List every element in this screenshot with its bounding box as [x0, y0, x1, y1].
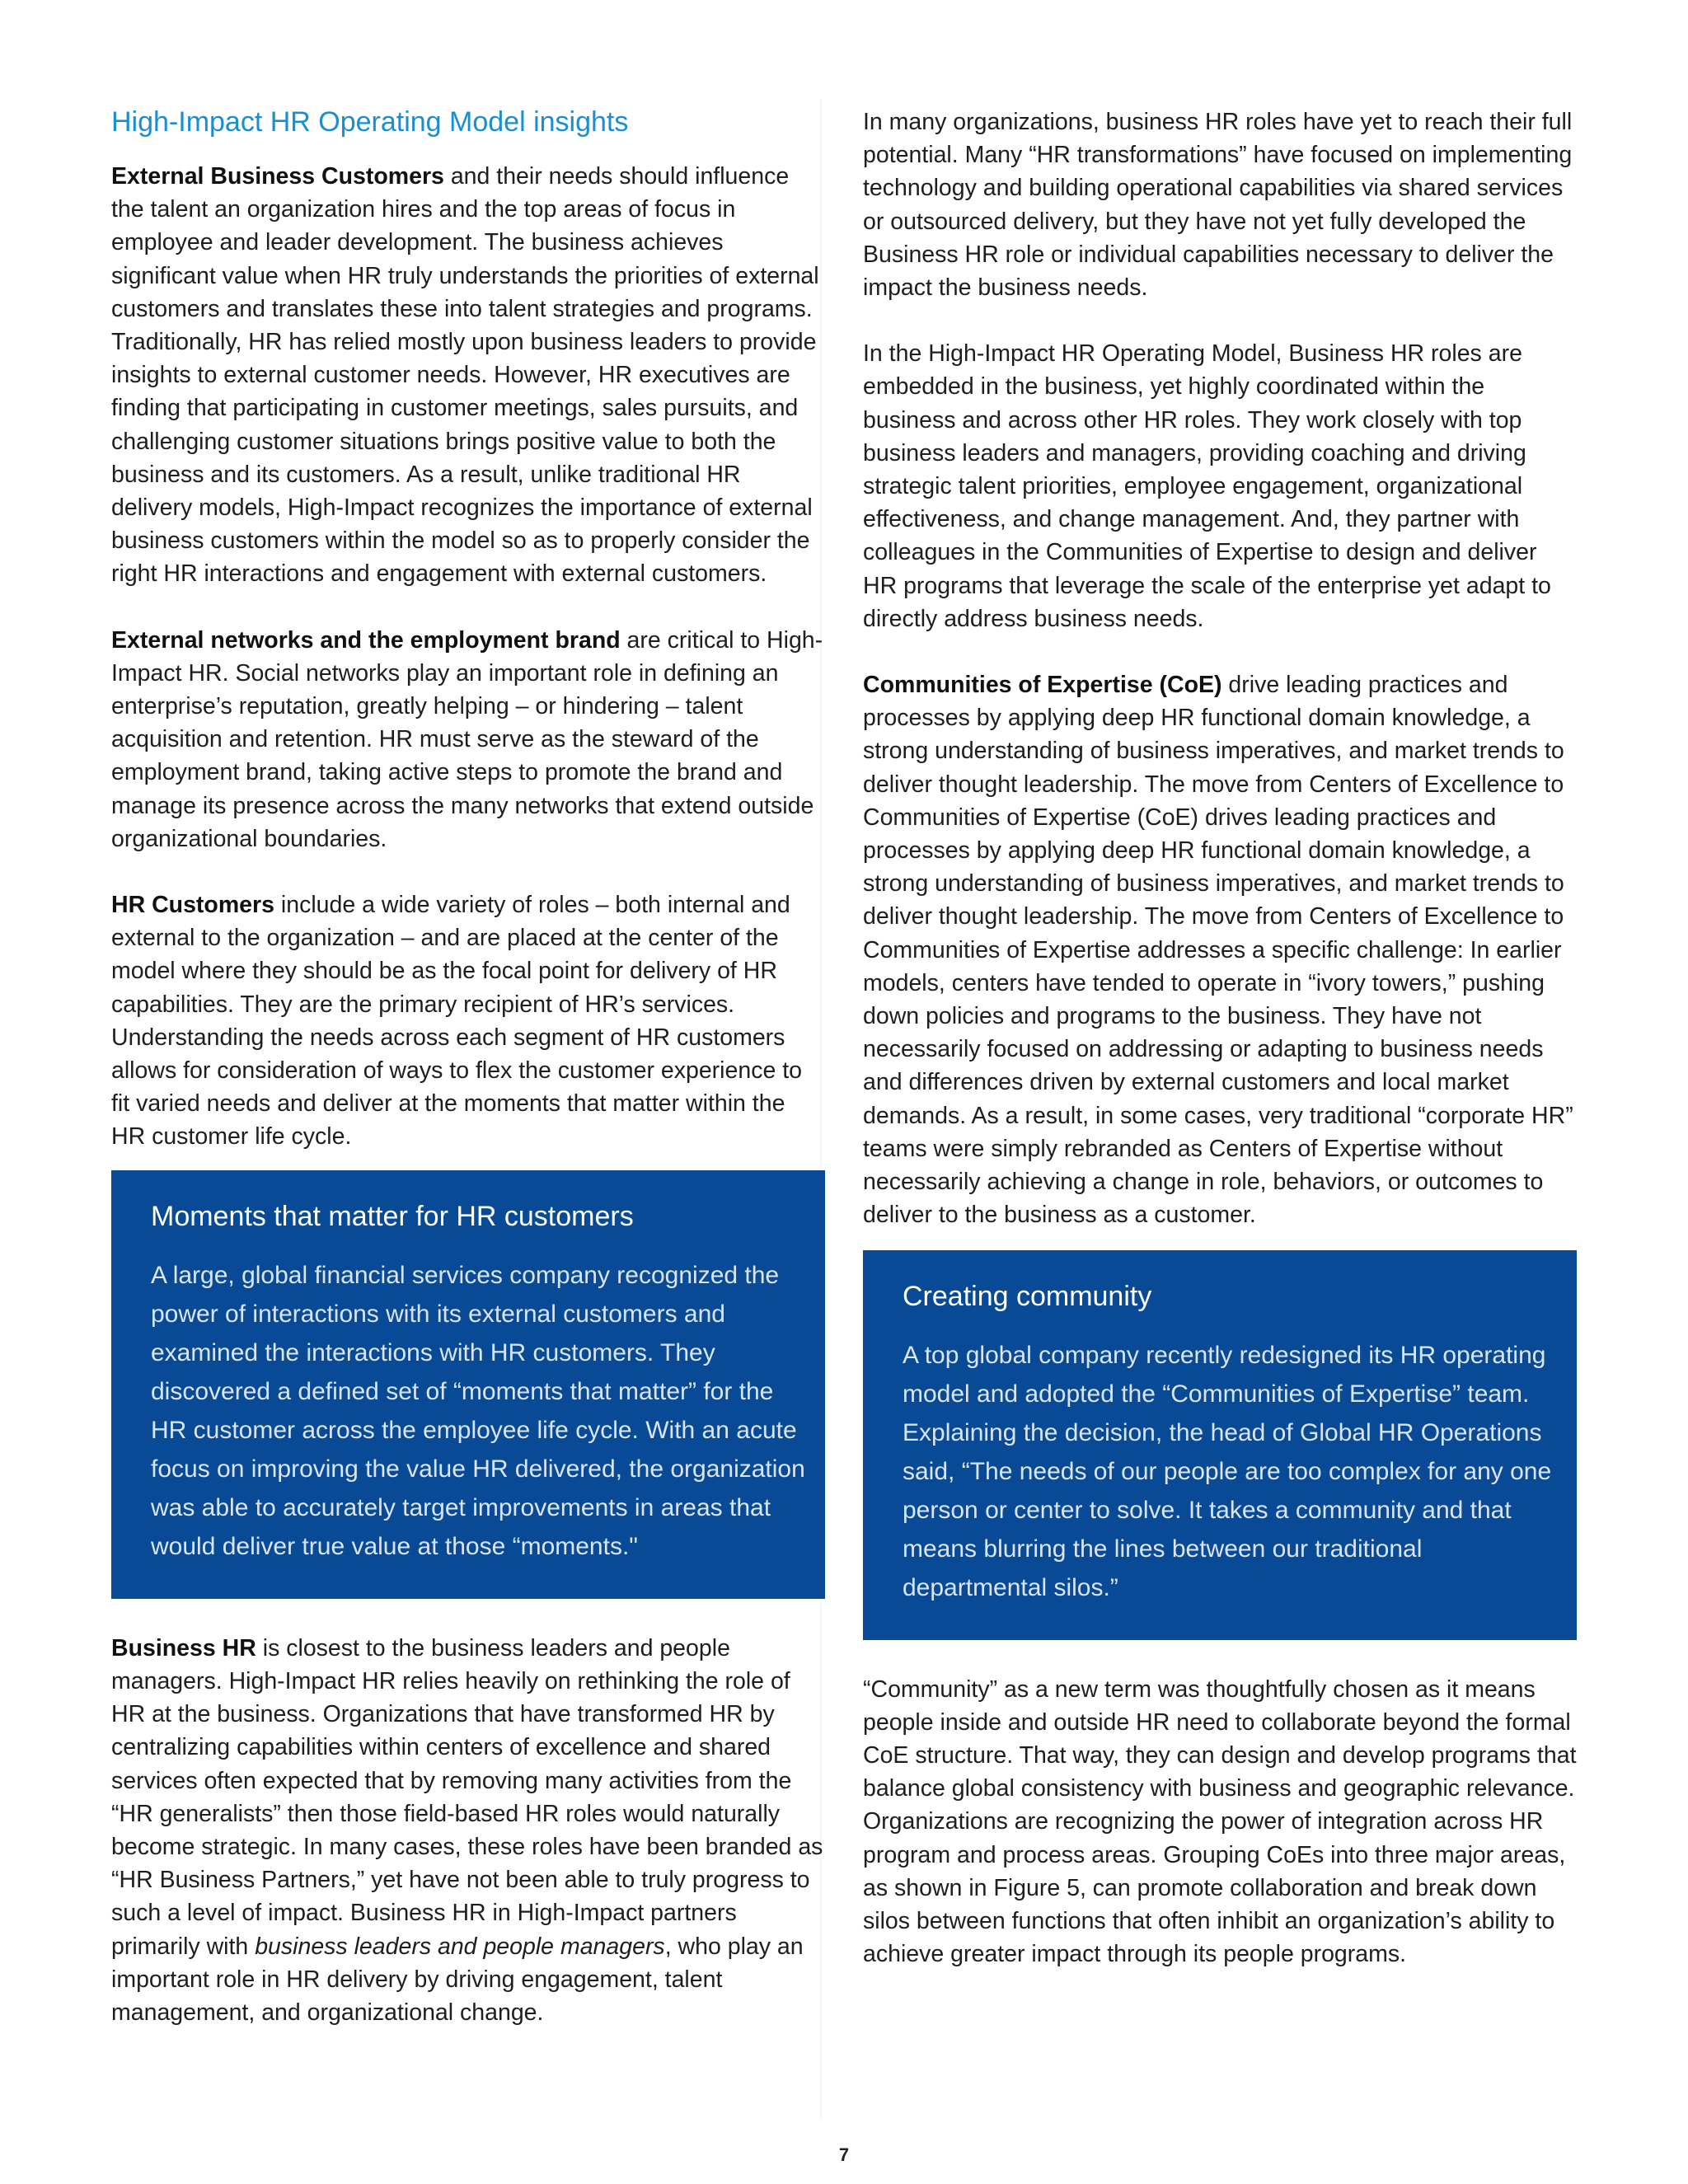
right-column — [863, 105, 1577, 1971]
paragraph-communities-of-expertise — [863, 668, 1577, 1231]
lead-term: External networks and the employment brand — [111, 626, 621, 654]
section-heading: High-Impact HR Operating Model insights — [111, 106, 629, 138]
paragraph-text: are critical to High-Impact HR. Social networks play an important role in defining an enterprise’s reputation, greatly helping – or hindering – talent acquisition and retention. HR must serve as the steward of the employment brand, taking active steps to promote the brand and manage its presence across the many networks that extend outside organizational boundaries. — [111, 626, 823, 852]
paragraph-hr-transformations: In many organizations, business HR roles have yet to reach their full potential. Many “HR transformations” have focused on implementing technology and building operational capabilities via shared services or outsourced delivery, but they have not yet fully developed the Business HR role or individual capabilities necessary to deliver the impact the business needs. — [863, 109, 1573, 302]
lead-term: Business HR — [111, 1634, 256, 1661]
lead-term: External Business Customers — [111, 163, 444, 190]
paragraph-text: , who play an important role in HR delivery by driving engagement, talent management, and organizational change. — [111, 1933, 804, 2026]
paragraph-text: include a wide variety of roles – both internal and external to the organization – and are placed at the center of the model where they should be as the focal point for delivery of HR capabilities. They are the primary recipient of HR’s services. Understanding the needs across each segment of HR customers allows for consideration of ways to flex the customer experience to fit varied needs and deliver at the moments that matter within the HR customer life cycle. — [111, 892, 802, 1151]
callout-title: Moments that matter for HR customers — [151, 1200, 634, 1232]
paragraph-business-hr — [111, 1632, 825, 2029]
callout-creating-community — [863, 1250, 1577, 1640]
page-number: 7 — [838, 2144, 850, 2165]
paragraph-hr-customers — [111, 888, 825, 1154]
callout-text: A top global company recently redesigned its HR operating model and adopted the “Communities of Expertise” team. Explaining the decision, the head of Global HR Operations said, “The needs of our people are too complex for any one person or center to solve. It takes a community and that means blurring the lines between our traditional departmental silos.” — [903, 1341, 1552, 1601]
paragraph-external-business-customers — [111, 160, 825, 591]
paragraph-italic-text: business leaders and people managers — [255, 1933, 665, 1960]
lead-term: HR Customers — [111, 892, 274, 919]
paragraph-external-networks — [111, 624, 825, 855]
paragraph-text: and their needs should influence the talent an organization hires and the top areas of focus in employee and leader development. The business achieves significant value when HR truly understands the priorities of external customers and translates these into talent strategies and programs. Traditionally, HR has relied mostly upon business leaders to provide insights to external customer needs. However, HR executives are finding that participating in customer meetings, sales pursuits, and challenging customer situations brings positive value to both the business and its customers. As a result, unlike traditional HR delivery models, High-Impact recognizes the importance of external business customers within the model so as to properly consider the right HR interactions and engagement with external customers. — [111, 163, 819, 588]
paragraph-text: is closest to the business leaders and people managers. High-Impact HR relies heavily on rethinking the role of HR at the business. Organizations that have transformed HR by centralizing capabilities within centers of excellence and shared services often expected that by removing many activities from the “HR generalists” then those field-based HR roles would naturally become strategic. In many cases, these roles have been branded as “HR Business Partners,” yet have not been able to truly progress to such a level of impact. Business HR in High-Impact partners primarily with — [111, 1634, 823, 1960]
lead-term: Communities of Expertise (CoE) — [863, 672, 1222, 699]
callout-moments-that-matter — [111, 1170, 825, 1599]
paragraph-text: drive leading practices and processes by applying deep HR functional domain knowledge, a strong understanding of business imperatives, and market trends to deliver thought leadership. The move from Centers of Excellence to Communities of Expertise (CoE) drives leading practices and processes by applying deep HR functional domain knowledge, a strong understanding of business imperatives, and market trends to deliver thought leadership. The move from Centers of Excellence to Communities of Expertise addresses a specific challenge: In earlier models, centers have tended to operate in “ivory towers,” pushing down policies and programs to the business. They have not necessarily focused on addressing or adapting to business needs and differences driven by external customers and local market demands. As a result, in some cases, very traditional “corporate HR” teams were simply rebranded as Centers of Expertise without necessarily achieving a change in role, behaviors, or outcomes to deliver to the business as a customer. — [863, 672, 1573, 1229]
callout-title: Creating community — [903, 1280, 1152, 1312]
paragraph-community-term: “Community” as a new term was thoughtfully chosen as it means people inside and outside HR need to collaborate beyond the formal CoE structure. That way, they can design and develop programs that balance global consistency with business and geographic relevance. Organizations are recognizing the power of integration across HR program and process areas. Grouping CoEs into three major areas, as shown in Figure 5, can promote collaboration and break down silos between functions that often inhibit an organization’s ability to achieve greater impact through its people programs. — [863, 1675, 1577, 1968]
paragraph-business-hr-roles: In the High-Impact HR Operating Model, Business HR roles are embedded in the business, yet highly coordinated within the business and across other HR roles. They work closely with top business leaders and managers, providing coaching and driving strategic talent priorities, employee engagement, organizational effectiveness, and change management. And, they partner with colleagues in the Communities of Expertise to design and deliver HR programs that leverage the scale of the enterprise yet adapt to directly address business needs. — [863, 340, 1551, 632]
left-column — [111, 104, 825, 2029]
callout-text: A large, global financial services company recognized the power of interactions with its external customers and examined the interactions with HR customers. They discovered a defined set of “moments that matter” for the HR customer across the employee life cycle. With an acute focus on improving the value HR delivered, the organization was able to accurately target improvements in areas that would deliver true value at those “moments." — [151, 1261, 805, 1560]
